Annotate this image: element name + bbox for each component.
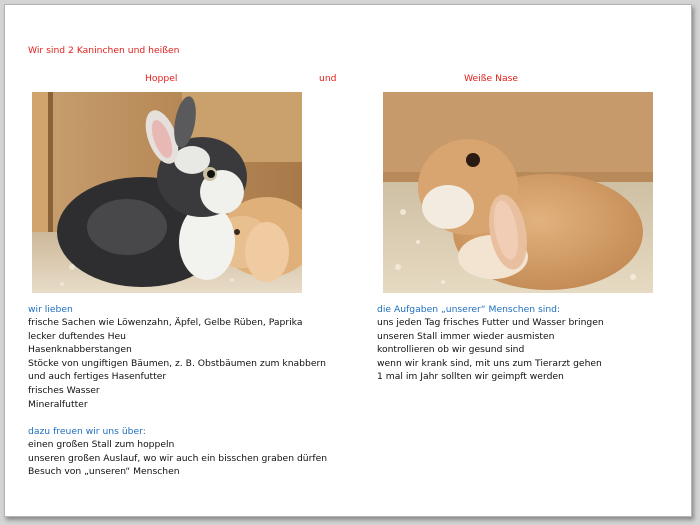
- list-item: unseren Stall immer wieder ausmisten: [377, 330, 555, 342]
- right-heading: die Aufgaben „unserer“ Menschen sind:: [377, 304, 561, 315]
- left-heading-2: dazu freuen wir uns über:: [28, 426, 146, 437]
- list-item: frisches Wasser: [28, 384, 100, 396]
- photo-weisse-nase: [383, 92, 653, 293]
- list-item: und auch fertiges Hasenfutter: [28, 371, 167, 383]
- rabbit-name-right: Weiße Nase: [464, 73, 519, 84]
- tasks-list: [377, 316, 604, 384]
- list-item: wenn wir krank sind, mit uns zum Tierarzt gehen: [377, 357, 602, 369]
- list-item: 1 mal im Jahr sollten wir geimpft werden: [377, 371, 564, 383]
- left-heading: wir lieben: [28, 304, 73, 315]
- list-item: frische Sachen wie Löwenzahn, Äpfel, Gelbe Rüben, Paprika: [28, 317, 303, 328]
- photo-hoppel: [32, 92, 302, 293]
- list-item: Hasenknabberstangen: [28, 344, 132, 356]
- document-page: [4, 4, 692, 517]
- rabbit-name-left: Hoppel: [145, 73, 178, 84]
- intro-text: Wir sind 2 Kaninchen und heißen: [28, 45, 180, 56]
- list-item: kontrollieren ob wir gesund sind: [377, 344, 525, 356]
- list-item: Mineralfutter: [28, 398, 88, 410]
- wishes-list: [28, 438, 327, 479]
- likes-list: [28, 316, 326, 411]
- list-item: uns jeden Tag frisches Futter und Wasser bringen: [377, 317, 604, 328]
- list-item: Besuch von „unseren“ Menschen: [28, 466, 180, 478]
- connector-word: und: [319, 73, 337, 84]
- list-item: Stöcke von ungiftigen Bäumen, z. B. Obstbäumen zum knabbern: [28, 357, 326, 369]
- list-item: lecker duftendes Heu: [28, 330, 126, 342]
- list-item: einen großen Stall zum hoppeln: [28, 439, 175, 450]
- list-item: unseren großen Auslauf, wo wir auch ein bisschen graben dürfen: [28, 452, 328, 464]
